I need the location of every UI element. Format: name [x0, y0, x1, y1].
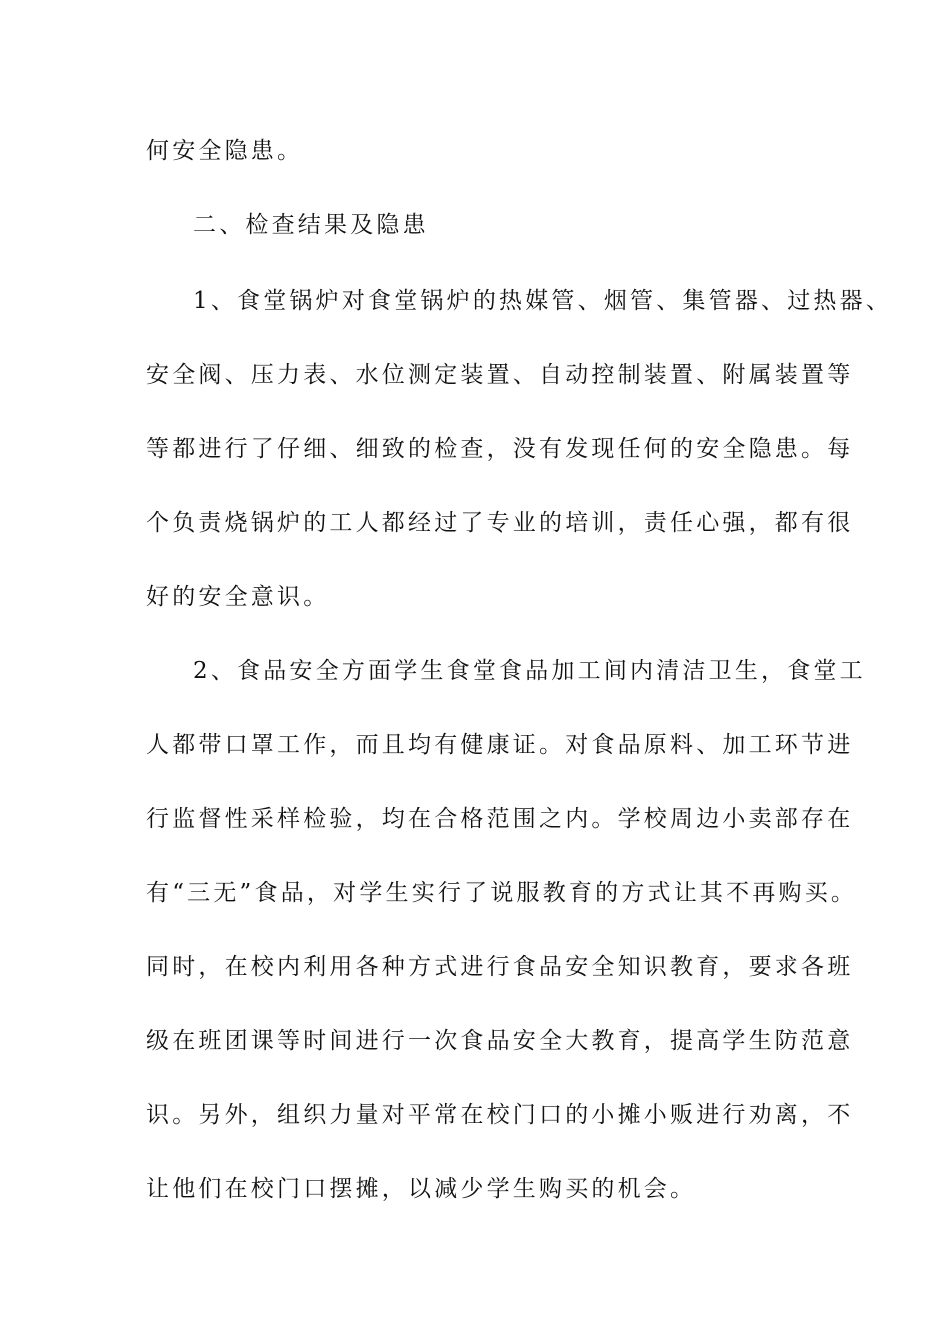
text-line-8: 2、食品安全方面学生食堂食品加工间内清洁卫生，食堂工: [193, 658, 866, 684]
text-line-6: 个负责烧锅炉的工人都经过了专业的培训，责任心强，都有很: [146, 510, 854, 536]
text-line-13: 级在班团课等时间进行一次食品安全大教育，提高学生防范意: [146, 1028, 854, 1054]
text-line-3: 1、食堂锅炉对食堂锅炉的热媒管、烟管、集管器、过热器、: [193, 288, 893, 314]
text-line-10: 行监督性采样检验，均在合格范围之内。学校周边小卖部存在: [146, 806, 854, 832]
text-line-15: 让他们在校门口摆摊，以减少学生购买的机会。: [146, 1176, 697, 1202]
text-line-1: 何安全隐患。: [146, 138, 304, 164]
text-line-14: 识。另外，组织力量对平常在校门口的小摊小贩进行劝离，不: [146, 1102, 854, 1128]
text-line-7: 好的安全意识。: [146, 584, 330, 610]
text-line-4: 安全阀、压力表、水位测定装置、自动控制装置、附属装置等: [146, 362, 854, 388]
section-heading: 二、检查结果及隐患: [193, 212, 429, 238]
text-line-9: 人都带口罩工作，而且均有健康证。对食品原料、加工环节进: [146, 732, 854, 758]
text-line-12: 同时，在校内利用各种方式进行食品安全知识教育，要求各班: [146, 954, 854, 980]
text-line-11: 有“三无”食品，对学生实行了说服教育的方式让其不再购买。: [146, 880, 858, 906]
text-line-5: 等都进行了仔细、细致的检查，没有发现任何的安全隐患。每: [146, 436, 854, 462]
